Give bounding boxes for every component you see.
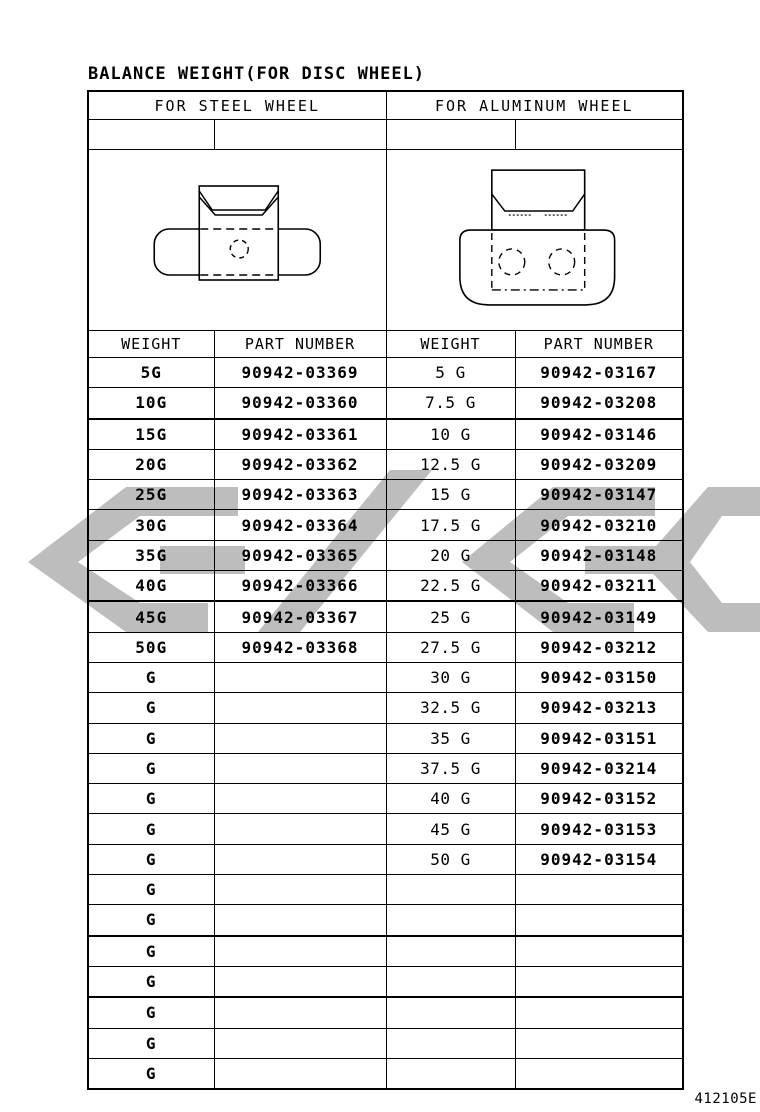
steel-weight-cell: 15G xyxy=(88,419,214,450)
aluminum-weight-cell: 20 G xyxy=(386,540,515,570)
diagram-row xyxy=(88,150,683,331)
table-row xyxy=(88,905,683,936)
aluminum-part-number-cell: 90942-03211 xyxy=(515,571,683,602)
steel-weight-cell: 5G xyxy=(88,358,214,388)
aluminum-weight-cell: 25 G xyxy=(386,601,515,632)
steel-part-number-cell xyxy=(214,844,386,874)
steel-part-number-cell: 90942-03364 xyxy=(214,510,386,540)
aluminum-weight-cell xyxy=(386,875,515,905)
spacer-cell xyxy=(386,120,515,150)
steel-weight-cell: 30G xyxy=(88,510,214,540)
aluminum-weight-cell: 27.5 G xyxy=(386,632,515,662)
steel-weight-cell: G xyxy=(88,997,214,1028)
table-row xyxy=(88,540,683,570)
aluminum-part-number-cell: 90942-03214 xyxy=(515,753,683,783)
aluminum-weight-cell: 40 G xyxy=(386,784,515,814)
aluminum-weight-cell xyxy=(386,997,515,1028)
aluminum-weight-cell: 15 G xyxy=(386,480,515,510)
balance-weight-table xyxy=(87,90,684,1090)
steel-weight-cell: G xyxy=(88,753,214,783)
aluminum-weight-cell: 17.5 G xyxy=(386,510,515,540)
section-header-row xyxy=(88,91,683,120)
steel-part-number-cell xyxy=(214,966,386,997)
steel-weight-diagram-cell xyxy=(88,150,386,331)
steel-weight-cell: 35G xyxy=(88,540,214,570)
aluminum-part-number-cell: 90942-03152 xyxy=(515,784,683,814)
aluminum-part-number-cell: 90942-03154 xyxy=(515,844,683,874)
steel-part-number-cell xyxy=(214,1058,386,1089)
spacer-cell xyxy=(88,120,214,150)
column-header-aluminum-weight: WEIGHT xyxy=(386,331,515,358)
aluminum-part-number-cell: 90942-03208 xyxy=(515,388,683,419)
steel-part-number-cell: 90942-03366 xyxy=(214,571,386,602)
page-title: BALANCE WEIGHT(FOR DISC WHEEL) xyxy=(88,64,426,84)
table-row xyxy=(88,753,683,783)
steel-weight-cell: G xyxy=(88,1058,214,1089)
steel-weight-cell: G xyxy=(88,814,214,844)
aluminum-part-number-cell: 90942-03150 xyxy=(515,662,683,692)
steel-weight-cell: G xyxy=(88,905,214,936)
aluminum-weight-cell: 35 G xyxy=(386,723,515,753)
aluminum-part-number-cell xyxy=(515,1028,683,1058)
aluminum-weight-cell xyxy=(386,1028,515,1058)
aluminum-part-number-cell: 90942-03146 xyxy=(515,419,683,450)
section-header-aluminum: FOR ALUMINUM WHEEL xyxy=(386,91,683,120)
aluminum-part-number-cell: 90942-03209 xyxy=(515,449,683,479)
aluminum-weight-cell: 30 G xyxy=(386,662,515,692)
steel-part-number-cell xyxy=(214,753,386,783)
aluminum-part-number-cell: 90942-03213 xyxy=(515,693,683,723)
table-row xyxy=(88,814,683,844)
steel-part-number-cell: 90942-03369 xyxy=(214,358,386,388)
table-row xyxy=(88,662,683,692)
aluminum-weight-cell: 10 G xyxy=(386,419,515,450)
table-row xyxy=(88,723,683,753)
steel-weight-cell: 50G xyxy=(88,632,214,662)
steel-balance-weight-drawing xyxy=(89,150,386,330)
column-header-aluminum-part-number: PART NUMBER xyxy=(515,331,683,358)
steel-part-number-cell: 90942-03362 xyxy=(214,449,386,479)
steel-part-number-cell: 90942-03367 xyxy=(214,601,386,632)
table-row xyxy=(88,388,683,419)
steel-part-number-cell xyxy=(214,997,386,1028)
aluminum-part-number-cell: 90942-03149 xyxy=(515,601,683,632)
steel-part-number-cell: 90942-03361 xyxy=(214,419,386,450)
steel-part-number-cell: 90942-03365 xyxy=(214,540,386,570)
steel-weight-cell: G xyxy=(88,784,214,814)
spacer-row xyxy=(88,120,683,150)
steel-weight-cell: G xyxy=(88,875,214,905)
steel-part-number-cell xyxy=(214,875,386,905)
steel-weight-cell: 45G xyxy=(88,601,214,632)
steel-part-number-cell xyxy=(214,905,386,936)
steel-part-number-cell: 90942-03368 xyxy=(214,632,386,662)
steel-weight-cell: G xyxy=(88,936,214,967)
table-row xyxy=(88,784,683,814)
steel-weight-cell: G xyxy=(88,966,214,997)
aluminum-weight-cell: 12.5 G xyxy=(386,449,515,479)
aluminum-part-number-cell: 90942-03167 xyxy=(515,358,683,388)
steel-weight-cell: G xyxy=(88,844,214,874)
aluminum-part-number-cell xyxy=(515,905,683,936)
table-body xyxy=(88,358,683,1090)
steel-part-number-cell xyxy=(214,784,386,814)
spacer-cell xyxy=(515,120,683,150)
table-row xyxy=(88,997,683,1028)
aluminum-weight-diagram-cell xyxy=(386,150,683,331)
steel-weight-cell: 10G xyxy=(88,388,214,419)
steel-weight-cell: 40G xyxy=(88,571,214,602)
steel-weight-cell: G xyxy=(88,693,214,723)
aluminum-part-number-cell: 90942-03148 xyxy=(515,540,683,570)
section-header-steel: FOR STEEL WHEEL xyxy=(88,91,386,120)
spacer-cell xyxy=(214,120,386,150)
aluminum-weight-cell xyxy=(386,1058,515,1089)
aluminum-weight-cell: 22.5 G xyxy=(386,571,515,602)
aluminum-weight-cell: 37.5 G xyxy=(386,753,515,783)
table-row xyxy=(88,419,683,450)
steel-part-number-cell xyxy=(214,723,386,753)
table-row xyxy=(88,449,683,479)
table-row xyxy=(88,571,683,602)
table-row xyxy=(88,480,683,510)
table-row xyxy=(88,1028,683,1058)
table-row xyxy=(88,936,683,967)
steel-weight-cell: G xyxy=(88,723,214,753)
aluminum-part-number-cell xyxy=(515,1058,683,1089)
table-row xyxy=(88,844,683,874)
steel-weight-cell: G xyxy=(88,1028,214,1058)
steel-part-number-cell xyxy=(214,662,386,692)
aluminum-weight-cell: 45 G xyxy=(386,814,515,844)
table-row xyxy=(88,358,683,388)
steel-part-number-cell: 90942-03363 xyxy=(214,480,386,510)
aluminum-part-number-cell: 90942-03151 xyxy=(515,723,683,753)
aluminum-weight-cell: 50 G xyxy=(386,844,515,874)
aluminum-weight-cell xyxy=(386,905,515,936)
aluminum-part-number-cell: 90942-03212 xyxy=(515,632,683,662)
aluminum-part-number-cell xyxy=(515,966,683,997)
aluminum-part-number-cell xyxy=(515,875,683,905)
aluminum-part-number-cell: 90942-03153 xyxy=(515,814,683,844)
aluminum-balance-weight-drawing xyxy=(387,150,683,330)
table-row xyxy=(88,693,683,723)
steel-part-number-cell xyxy=(214,693,386,723)
aluminum-part-number-cell: 90942-03210 xyxy=(515,510,683,540)
table-row xyxy=(88,966,683,997)
aluminum-part-number-cell xyxy=(515,936,683,967)
steel-weight-cell: 20G xyxy=(88,449,214,479)
steel-weight-cell: 25G xyxy=(88,480,214,510)
steel-weight-cell: G xyxy=(88,662,214,692)
aluminum-weight-cell xyxy=(386,936,515,967)
aluminum-weight-cell: 7.5 G xyxy=(386,388,515,419)
table-row xyxy=(88,601,683,632)
table-row xyxy=(88,510,683,540)
aluminum-weight-cell: 5 G xyxy=(386,358,515,388)
table-row xyxy=(88,632,683,662)
steel-part-number-cell: 90942-03360 xyxy=(214,388,386,419)
column-header-steel-weight: WEIGHT xyxy=(88,331,214,358)
steel-part-number-cell xyxy=(214,936,386,967)
aluminum-part-number-cell xyxy=(515,997,683,1028)
steel-part-number-cell xyxy=(214,1028,386,1058)
column-header-row xyxy=(88,331,683,358)
aluminum-part-number-cell: 90942-03147 xyxy=(515,480,683,510)
table-row xyxy=(88,1058,683,1089)
aluminum-weight-cell: 32.5 G xyxy=(386,693,515,723)
aluminum-weight-cell xyxy=(386,966,515,997)
figure-code: 412105E xyxy=(694,1091,757,1107)
column-header-steel-part-number: PART NUMBER xyxy=(214,331,386,358)
steel-part-number-cell xyxy=(214,814,386,844)
table-row xyxy=(88,875,683,905)
